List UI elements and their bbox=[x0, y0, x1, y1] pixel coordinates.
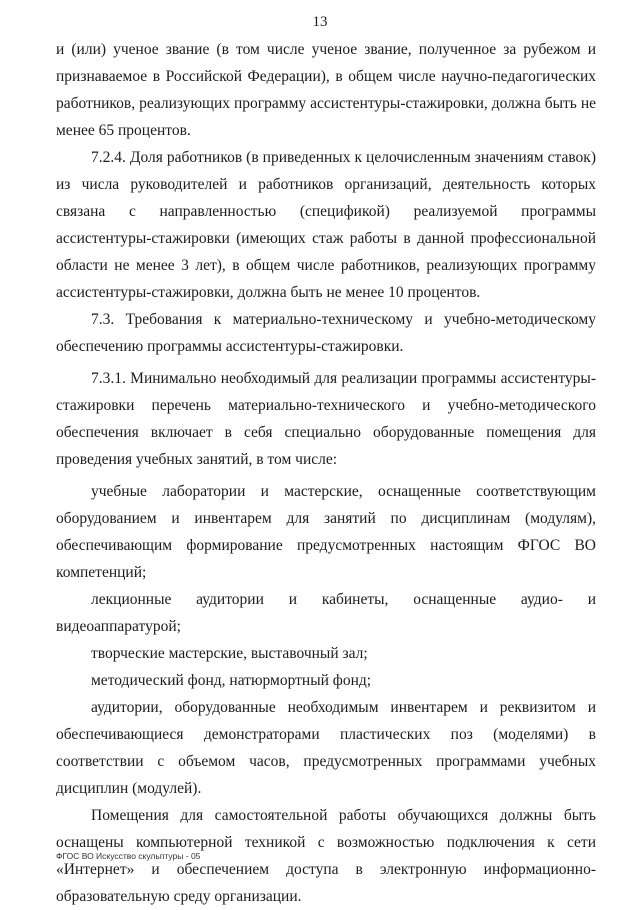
paragraph-7-2-4: 7.2.4. Доля работников (в приведенных к целочисленным значениям ставок) из числа руководителей и работников организаций, деятельность которых связана с направленностью (спецификой) реализуемой программы ассистентуры-стажировки (имеющих стаж работы в данной профессиональной области не менее 3 лет), в общем числе работников, реализующих программу ассистентуры-стажировки, должна быть не менее 10 процентов. bbox=[56, 149, 596, 301]
page-number: 13 bbox=[312, 14, 328, 30]
paragraph-7-3: 7.3. Требования к материально-техническому и учебно-методическому обеспечению программы ассистентуры-стажировки. bbox=[56, 311, 596, 355]
paragraph-7-3-1: 7.3.1. Минимально необходимый для реализации программы ассистентуры-стажировки перечень материально-технического и учебно-методического обеспечения включает в себя специально оборудованные помещения для проведения учебных занятий, в том числе: bbox=[56, 370, 596, 468]
paragraph-self-study-rooms: Помещения для самостоятельной работы обучающихся должны быть оснащены компьютерной техникой с возможностью подключения к сети «Интернет» и обеспечением доступа в электронную информационно-образовательную среду организации. bbox=[56, 807, 596, 905]
footer-note: ФГОС ВО Искусство скульптуры - 05 bbox=[56, 851, 201, 861]
list-item-lecture-rooms: лекционные аудитории и кабинеты, оснащенные аудио- и видеоаппаратурой; bbox=[56, 591, 596, 635]
list-item-methodical-fund: методический фонд, натюрмортный фонд; bbox=[91, 672, 372, 689]
list-item-workshops: творческие мастерские, выставочный зал; bbox=[91, 645, 368, 662]
paragraph-continuation: и (или) ученое звание (в том числе ученое звание, полученное за рубежом и признаваемое в Российской Федерации), в общем числе научно-педагогических работников, реализующих программу ассистентуры-стажировки, должна быть не менее 65 процентов. bbox=[56, 41, 596, 139]
list-item-laboratories: учебные лаборатории и мастерские, оснащенные соответствующим оборудованием и инвентарем для занятий по дисциплинам (модулям), обеспечивающим формирование предусмотренных настоящим ФГОС ВО компетенций; bbox=[56, 483, 596, 581]
list-item-auditoriums: аудитории, оборудованные необходимым инвентарем и реквизитом и обеспечивающиеся демонстраторами пластических поз (моделями) в соответствии с объемом часов, предусмотренных программами учебных дисциплин (модулей). bbox=[56, 699, 596, 797]
document-body bbox=[56, 36, 596, 910]
